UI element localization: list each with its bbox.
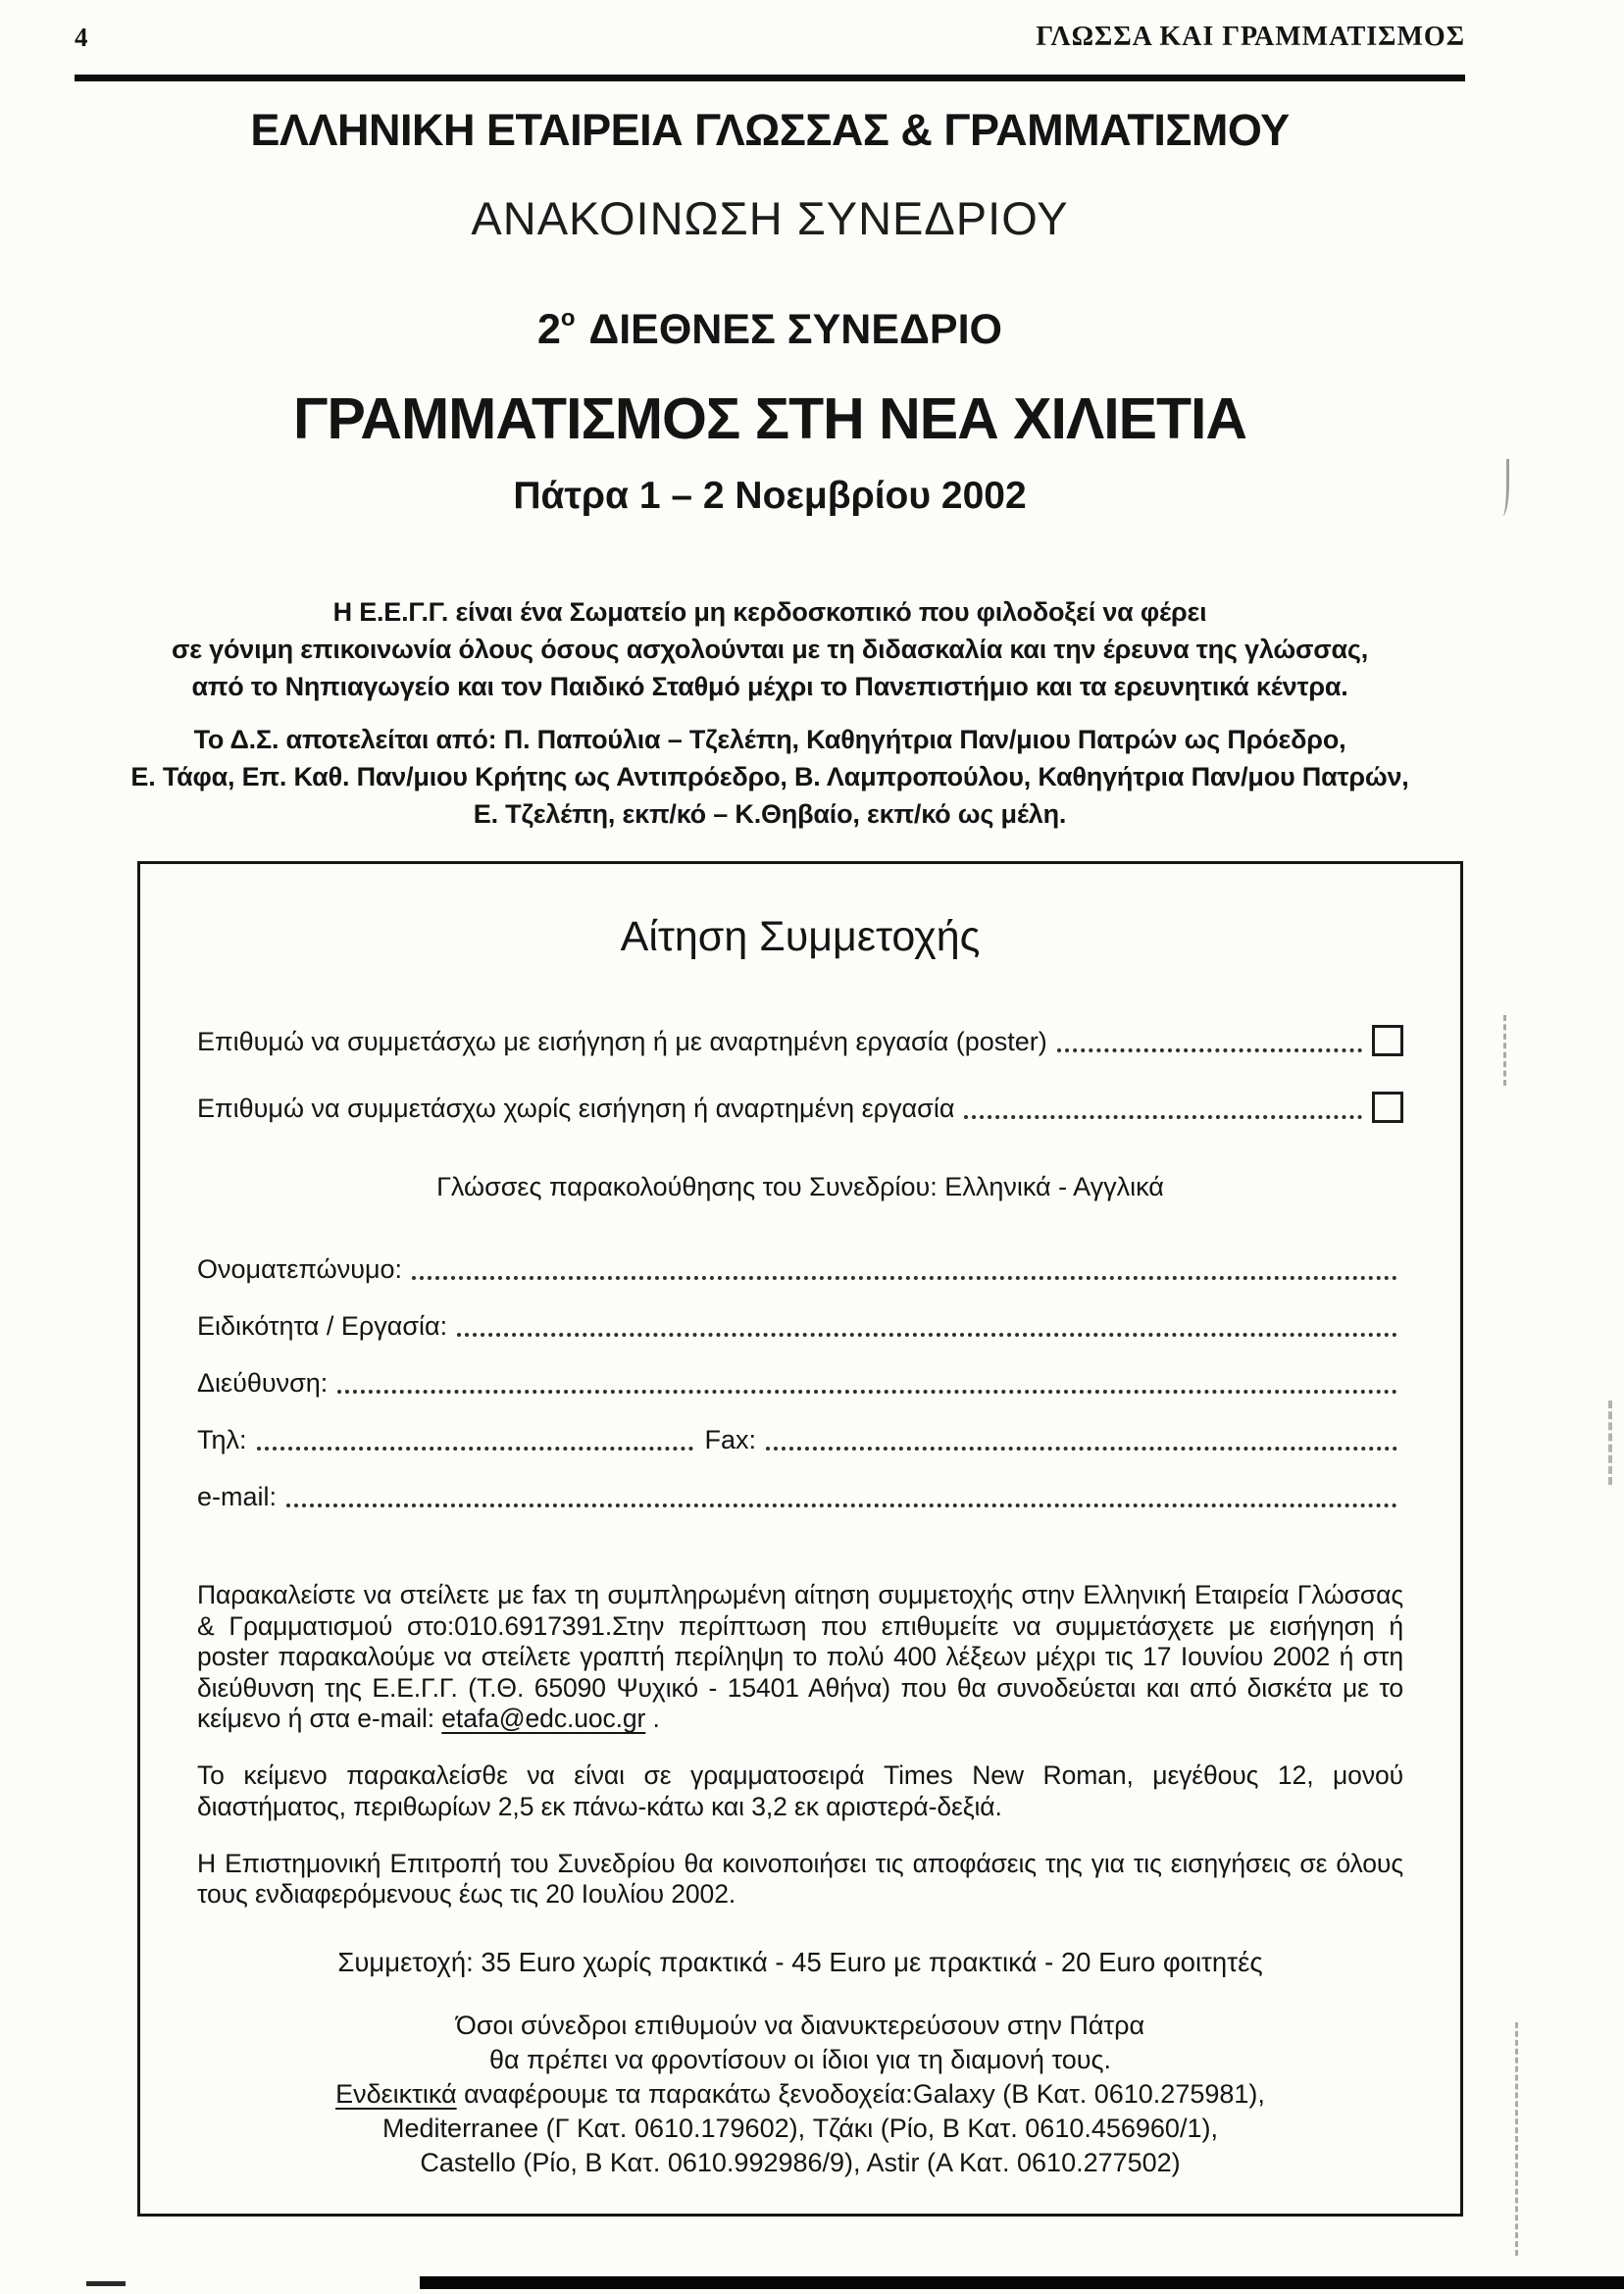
page-bottom-scan-bar bbox=[420, 2276, 1624, 2289]
scan-artifact bbox=[86, 2281, 126, 2286]
dotted-leader bbox=[1057, 1047, 1362, 1052]
submission-text-end: . bbox=[645, 1704, 660, 1733]
intro-line: σε γόνιμη επικοινωνία όλους όσους ασχολούνται με τη διδασκαλία και την έρευνα της γλώσσας, bbox=[171, 635, 1369, 664]
fax-input-line[interactable] bbox=[766, 1446, 1397, 1451]
intro-paragraph bbox=[75, 593, 1465, 705]
option-with-paper-row bbox=[197, 1025, 1403, 1058]
name-input-line[interactable] bbox=[412, 1275, 1397, 1280]
accommodation-line: Castello (Ρίο, Β Κατ. 0610.992986/9), Astir (Α Κατ. 0610.277502) bbox=[420, 2147, 1181, 2177]
phone-fax-field-row bbox=[197, 1423, 1403, 1456]
masthead bbox=[75, 93, 1465, 833]
option-without-paper-row bbox=[197, 1092, 1403, 1125]
option-without-paper-label: Επιθυμώ να συμμετάσχω χωρίς εισήγηση ή αναρτημένη εργασία bbox=[197, 1094, 955, 1123]
specialty-input-line[interactable] bbox=[457, 1332, 1397, 1337]
accommodation-underlined-word: Ενδεικτικά bbox=[335, 2078, 457, 2109]
scan-artifact bbox=[1515, 2022, 1518, 2256]
conference-number-line bbox=[75, 294, 1465, 354]
name-field-label: Ονοματεπώνυμο: bbox=[197, 1254, 403, 1284]
option-without-paper-checkbox[interactable] bbox=[1372, 1092, 1403, 1123]
application-form-box bbox=[137, 861, 1463, 2217]
board-line: Ε. Τζελέπη, εκπ/κό – Κ.Θηβαίο, εκπ/κό ως μέλη. bbox=[473, 799, 1067, 829]
dotted-leader bbox=[964, 1114, 1362, 1119]
conference-dates: Πάτρα 1 – 2 Νοεμβρίου 2002 bbox=[513, 475, 1027, 517]
formatting-instructions: Το κείμενο παρακαλείσθε να είναι σε γραμματοσειρά Times New Roman, μεγέθους 12, μονού διαστήματος, περιθωρίων 2,5 εκ πάνω-κάτω και 3,2 εκ αριστερά-δεξιά. bbox=[197, 1760, 1403, 1821]
scan-artifact bbox=[1498, 459, 1509, 516]
name-field-row bbox=[197, 1252, 1403, 1286]
specialty-field-row bbox=[197, 1309, 1403, 1343]
running-header bbox=[75, 22, 1465, 53]
accommodation-hotels: αναφέρουμε τα παρακάτω ξενοδοχεία:Galaxy (Β Κατ. 0610.275981), bbox=[456, 2078, 1265, 2109]
accommodation-line: θα πρέπει να φροντίσουν οι ίδιοι για τη διαμονή τους. bbox=[488, 2044, 1112, 2074]
board-paragraph bbox=[75, 721, 1465, 833]
board-line: Ε. Τάφα, Επ. Καθ. Παν/μιου Κρήτης ως Αντιπρόεδρο, Β. Λαμπροπούλου, Καθηγήτρια Παν/μου Πατρών, bbox=[130, 762, 1409, 791]
scan-artifact bbox=[1503, 1015, 1506, 1086]
email-field-row bbox=[197, 1480, 1403, 1513]
email-field-label: e-mail: bbox=[197, 1482, 278, 1511]
running-header-title: ΓΛΩΣΣΑ ΚΑΙ ΓΡΑΜΜΑΤΙΣΜΟΣ bbox=[1036, 22, 1465, 52]
phone-input-line[interactable] bbox=[257, 1446, 693, 1451]
address-field-row bbox=[197, 1366, 1403, 1400]
option-with-paper-checkbox[interactable] bbox=[1372, 1025, 1403, 1056]
phone-field-label: Τηλ: bbox=[197, 1425, 247, 1454]
accommodation-line: Όσοι σύνεδροι επιθυμούν να διανυκτερεύσουν στην Πάτρα bbox=[455, 2010, 1145, 2040]
option-with-paper-label: Επιθυμώ να συμμετάσχω με εισήγηση ή με αναρτημένη εργασία (poster) bbox=[197, 1027, 1047, 1056]
specialty-field-label: Ειδικότητα / Εργασία: bbox=[197, 1311, 448, 1341]
intro-line: Η Ε.Ε.Γ.Γ. είναι ένα Σωματείο μη κερδοσκοπικό που φιλοδοξεί να φέρει bbox=[332, 597, 1207, 627]
participation-fees: Συμμετοχή: 35 Euro χωρίς πρακτικά - 45 Euro με πρακτικά - 20 Euro φοιτητές bbox=[337, 1946, 1263, 1977]
announcement-subtitle: ΑΝΑΚΟΙΝΩΣΗ ΣΥΝΕΔΡΙΟΥ bbox=[471, 192, 1069, 244]
committee-note: Η Επιστημονική Επιτροπή του Συνεδρίου θα κοινοποιήσει τις αποφάσεις της για τις εισηγήσεις σε όλους τους ενδιαφερόμενους έως τις 20 Ιουλίου 2002. bbox=[197, 1848, 1403, 1909]
board-line: Το Δ.Σ. αποτελείται από: Π. Παπούλια – Τζελέπη, Καθηγήτρια Παν/μιου Πατρών ως Πρόεδρο, bbox=[193, 725, 1346, 754]
page-number: 4 bbox=[75, 23, 88, 52]
submission-email-address: etafa@edc.uoc.gr bbox=[441, 1704, 646, 1733]
accommodation-line bbox=[197, 2077, 1403, 2112]
submission-text: Παρακαλείστε να στείλετε με fax τη συμπληρωμένη αίτηση συμμετοχής στην Ελληνική Εταιρεία Γλώσσας & Γραμματισμού στο:010.6917391.Στην περίπτωση που επιθυμείτε να συμμετάσχετε με εισήγηση ή poster παρακαλούμε να στείλετε γραπτή περίληψη το πολύ 400 λέξεων μέχρι τις 17 Ιουνίου 2002 ή στη διεύθυνση της Ε.Ε.Γ.Γ. (Τ.Θ. 65090 Ψυχικό - 15401 Αθήνα) που θα συνοδεύεται και από δισκέτα με το κείμενο ή στα e-mail: bbox=[197, 1580, 1403, 1733]
address-field-label: Διεύθυνση: bbox=[197, 1368, 329, 1398]
email-input-line[interactable] bbox=[286, 1503, 1397, 1507]
conference-number-ordinal: ο bbox=[560, 305, 576, 331]
header-rule bbox=[75, 75, 1465, 81]
conference-title: ΓΡΑΜΜΑΤΙΣΜΟΣ ΣΤΗ ΝΕΑ ΧΙΛΙΕΤΙΑ bbox=[292, 386, 1246, 451]
conference-label: ΔΙΕΘΝΕΣ ΣΥΝΕΔΡΙΟ bbox=[588, 306, 1002, 353]
intro-line: από το Νηπιαγωγείο και τον Παιδικό Σταθμό μέχρι το Πανεπιστήμιο και τα ερευνητικά κέντρα. bbox=[191, 672, 1348, 701]
conference-number: 2 bbox=[536, 306, 561, 353]
submission-instructions bbox=[197, 1580, 1403, 1735]
fax-field-label: Fax: bbox=[704, 1425, 757, 1454]
form-title: Αίτηση Συμμετοχής bbox=[620, 913, 981, 960]
accommodation-line: Mediterranee (Γ Κατ. 0610.179602), Τζάκι (Ρίο, Β Κατ. 0610.456960/1), bbox=[382, 2113, 1218, 2143]
address-input-line[interactable] bbox=[337, 1389, 1397, 1394]
languages-note: Γλώσσες παρακολούθησης του Συνεδρίου: Ελληνικά - Αγγλικά bbox=[436, 1172, 1164, 1201]
accommodation-note bbox=[197, 2009, 1403, 2180]
organization-title: ΕΛΛΗΝΙΚΗ ΕΤΑΙΡΕΙΑ ΓΛΩΣΣΑΣ & ΓΡΑΜΜΑΤΙΣΜΟΥ bbox=[250, 105, 1290, 155]
scan-artifact bbox=[1608, 1401, 1612, 1485]
